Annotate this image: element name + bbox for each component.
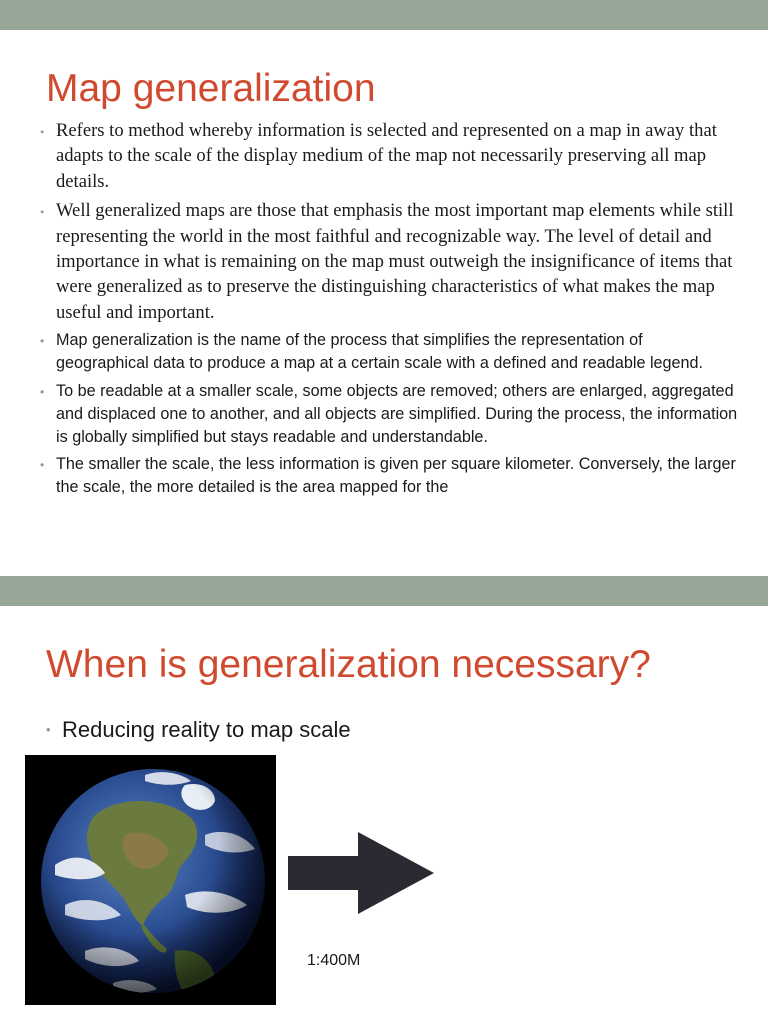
bullet-item [40,198,738,325]
slide-map-generalization [0,30,768,576]
bullet-item [40,380,738,450]
slide2-title: When is generalization necessary? [46,643,651,686]
bullet-item [40,118,738,194]
bullet-item [40,329,738,375]
bullet-text: Well generalized maps are those that emphasis the most important map elements while still representing the world in the most faithful and recognizable way. The level of detail and importance in what is remaining on the map must outweigh the insignificance of items that were generalized as to preserve the distinguishing characteristics of what makes the map useful and important. [56,200,734,323]
bullet-text: To be readable at a smaller scale, some objects are removed; others are enlarged, aggregated and displaced one to another, and all objects are simplified. During the process, the information is globally simplified but stays readable and understandable. [56,381,738,447]
bullet-item [40,453,738,499]
earth-globe-icon [25,755,276,1005]
bullet-dot-icon: • [40,205,45,220]
scale-label: 1:400M [307,952,361,969]
bullet-dot-icon: • [40,384,45,399]
right-arrow-icon [288,832,436,914]
bullet-dot-icon: • [46,722,51,737]
bullet-text: Reducing reality to map scale [62,717,351,742]
bullet-dot-icon: • [40,334,45,349]
bullet-text: Map generalization is the name of the process that simplifies the representation of geographical data to produce a map at a certain scale with a defined and readable legend. [56,331,704,373]
slide1-title: Map generalization [46,67,376,110]
bullet-dot-icon: • [40,125,45,139]
earth-globe-image [25,755,276,1005]
slide1-bullet-list [40,118,738,504]
bullet-dot-icon: • [40,458,45,473]
bullet-item [46,716,351,744]
top-divider-band [0,0,768,30]
slide-when-necessary [0,606,768,1024]
bullet-text: Refers to method whereby information is selected and represented on a map in away that adapts to the scale of the display medium of the map not necessarily preserving all map details. [56,120,717,192]
bullet-text: The smaller the scale, the less information is given per square kilometer. Conversely, the larger the scale, the more detailed is the area mapped for the [56,455,736,497]
middle-divider-band [0,576,768,606]
